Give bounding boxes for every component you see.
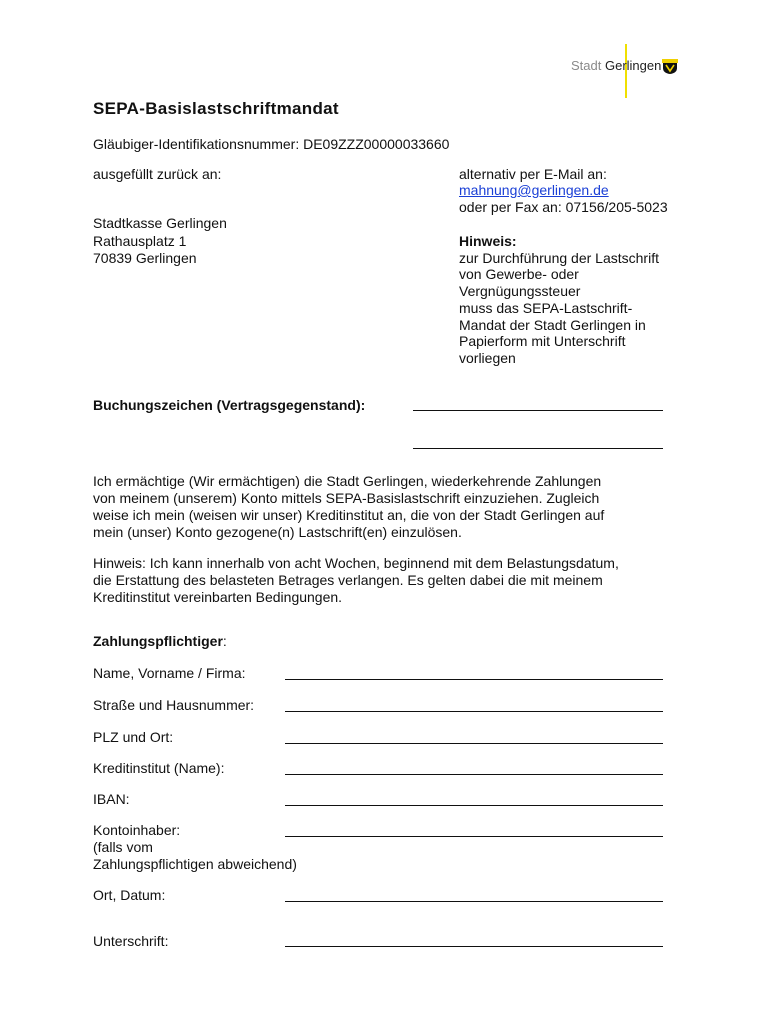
name-label: Name, Vorname / Firma: xyxy=(93,665,246,681)
booking-input-line-2[interactable] xyxy=(413,448,663,449)
hint-line: Papierform mit Unterschrift xyxy=(459,333,626,349)
address-line-2: Rathausplatz 1 xyxy=(93,233,187,249)
place-date-label: Ort, Datum: xyxy=(93,887,166,903)
address-line-1: Stadtkasse Gerlingen xyxy=(93,215,227,231)
authorization-line: weise ich mein (weisen wir unser) Kreditinstitut an, die von der Stadt Gerlingen auf xyxy=(93,507,605,523)
email-link[interactable]: mahnung@gerlingen.de xyxy=(459,182,609,198)
street-label: Straße und Hausnummer: xyxy=(93,697,255,713)
signature-input-line[interactable] xyxy=(285,946,663,947)
hint-line: vorliegen xyxy=(459,350,516,366)
iban-input-line[interactable] xyxy=(285,805,663,806)
plz-label: PLZ und Ort: xyxy=(93,729,174,745)
holder-input-line[interactable] xyxy=(285,836,663,837)
notice-line: die Erstattung des belasteten Betrages verlangen. Es gelten dabei die mit meinem xyxy=(93,572,603,588)
return-label: ausgefüllt zurück an: xyxy=(93,166,222,182)
email-label: alternativ per E-Mail an: xyxy=(459,166,607,182)
logo-stadt-text: Stadt xyxy=(571,58,602,73)
bank-label: Kreditinstitut (Name): xyxy=(93,760,225,776)
city-logo xyxy=(571,58,661,74)
holder-note-1: (falls vom xyxy=(93,839,153,855)
street-input-line[interactable] xyxy=(285,711,663,712)
hint-line: Mandat der Stadt Gerlingen in xyxy=(459,317,646,333)
bank-input-line[interactable] xyxy=(285,774,663,775)
payer-heading-text: Zahlungspflichtiger xyxy=(93,633,223,649)
hint-line: Vergnügungssteuer xyxy=(459,283,581,299)
fax-text: oder per Fax an: 07156/205-5023 xyxy=(459,199,668,215)
address-line-3: 70839 Gerlingen xyxy=(93,250,197,266)
holder-note-2: Zahlungspflichtigen abweichend) xyxy=(93,856,297,872)
booking-label: Buchungszeichen (Vertragsgegenstand): xyxy=(93,397,366,413)
logo-name-text: Gerlingen xyxy=(604,58,662,73)
creditor-id: Gläubiger-Identifikationsnummer: DE09ZZZ00000033660 xyxy=(93,136,450,152)
plz-input-line[interactable] xyxy=(285,743,663,744)
payer-heading-colon: : xyxy=(222,633,227,649)
notice-line: Kreditinstitut vereinbarten Bedingungen. xyxy=(93,589,343,605)
notice-line: Hinweis: Ich kann innerhalb von acht Wochen, beginnend mit dem Belastungsdatum, xyxy=(93,555,619,571)
hint-title: Hinweis: xyxy=(459,233,517,249)
page-title: SEPA-Basislastschriftmandat xyxy=(93,99,339,118)
holder-label: Kontoinhaber: xyxy=(93,822,181,838)
hint-line: von Gewerbe- oder xyxy=(459,266,579,282)
authorization-line: von meinem (unserem) Konto mittels SEPA-Basislastschrift einzuziehen. Zugleich xyxy=(93,490,600,506)
hint-line: muss das SEPA-Lastschrift- xyxy=(459,300,633,316)
city-coat-of-arms-icon xyxy=(661,57,679,75)
iban-label: IBAN: xyxy=(93,791,130,807)
hint-line: zur Durchführung der Lastschrift xyxy=(459,250,659,266)
name-input-line[interactable] xyxy=(285,679,663,680)
payer-heading xyxy=(93,633,227,650)
authorization-line: mein (unser) Konto gezogene(n) Lastschrift(en) einzulösen. xyxy=(93,524,462,540)
authorization-line: Ich ermächtige (Wir ermächtigen) die Stadt Gerlingen, wiederkehrende Zahlungen xyxy=(93,473,602,489)
signature-label: Unterschrift: xyxy=(93,933,169,949)
place-date-input-line[interactable] xyxy=(285,901,663,902)
booking-input-line[interactable] xyxy=(413,410,663,411)
